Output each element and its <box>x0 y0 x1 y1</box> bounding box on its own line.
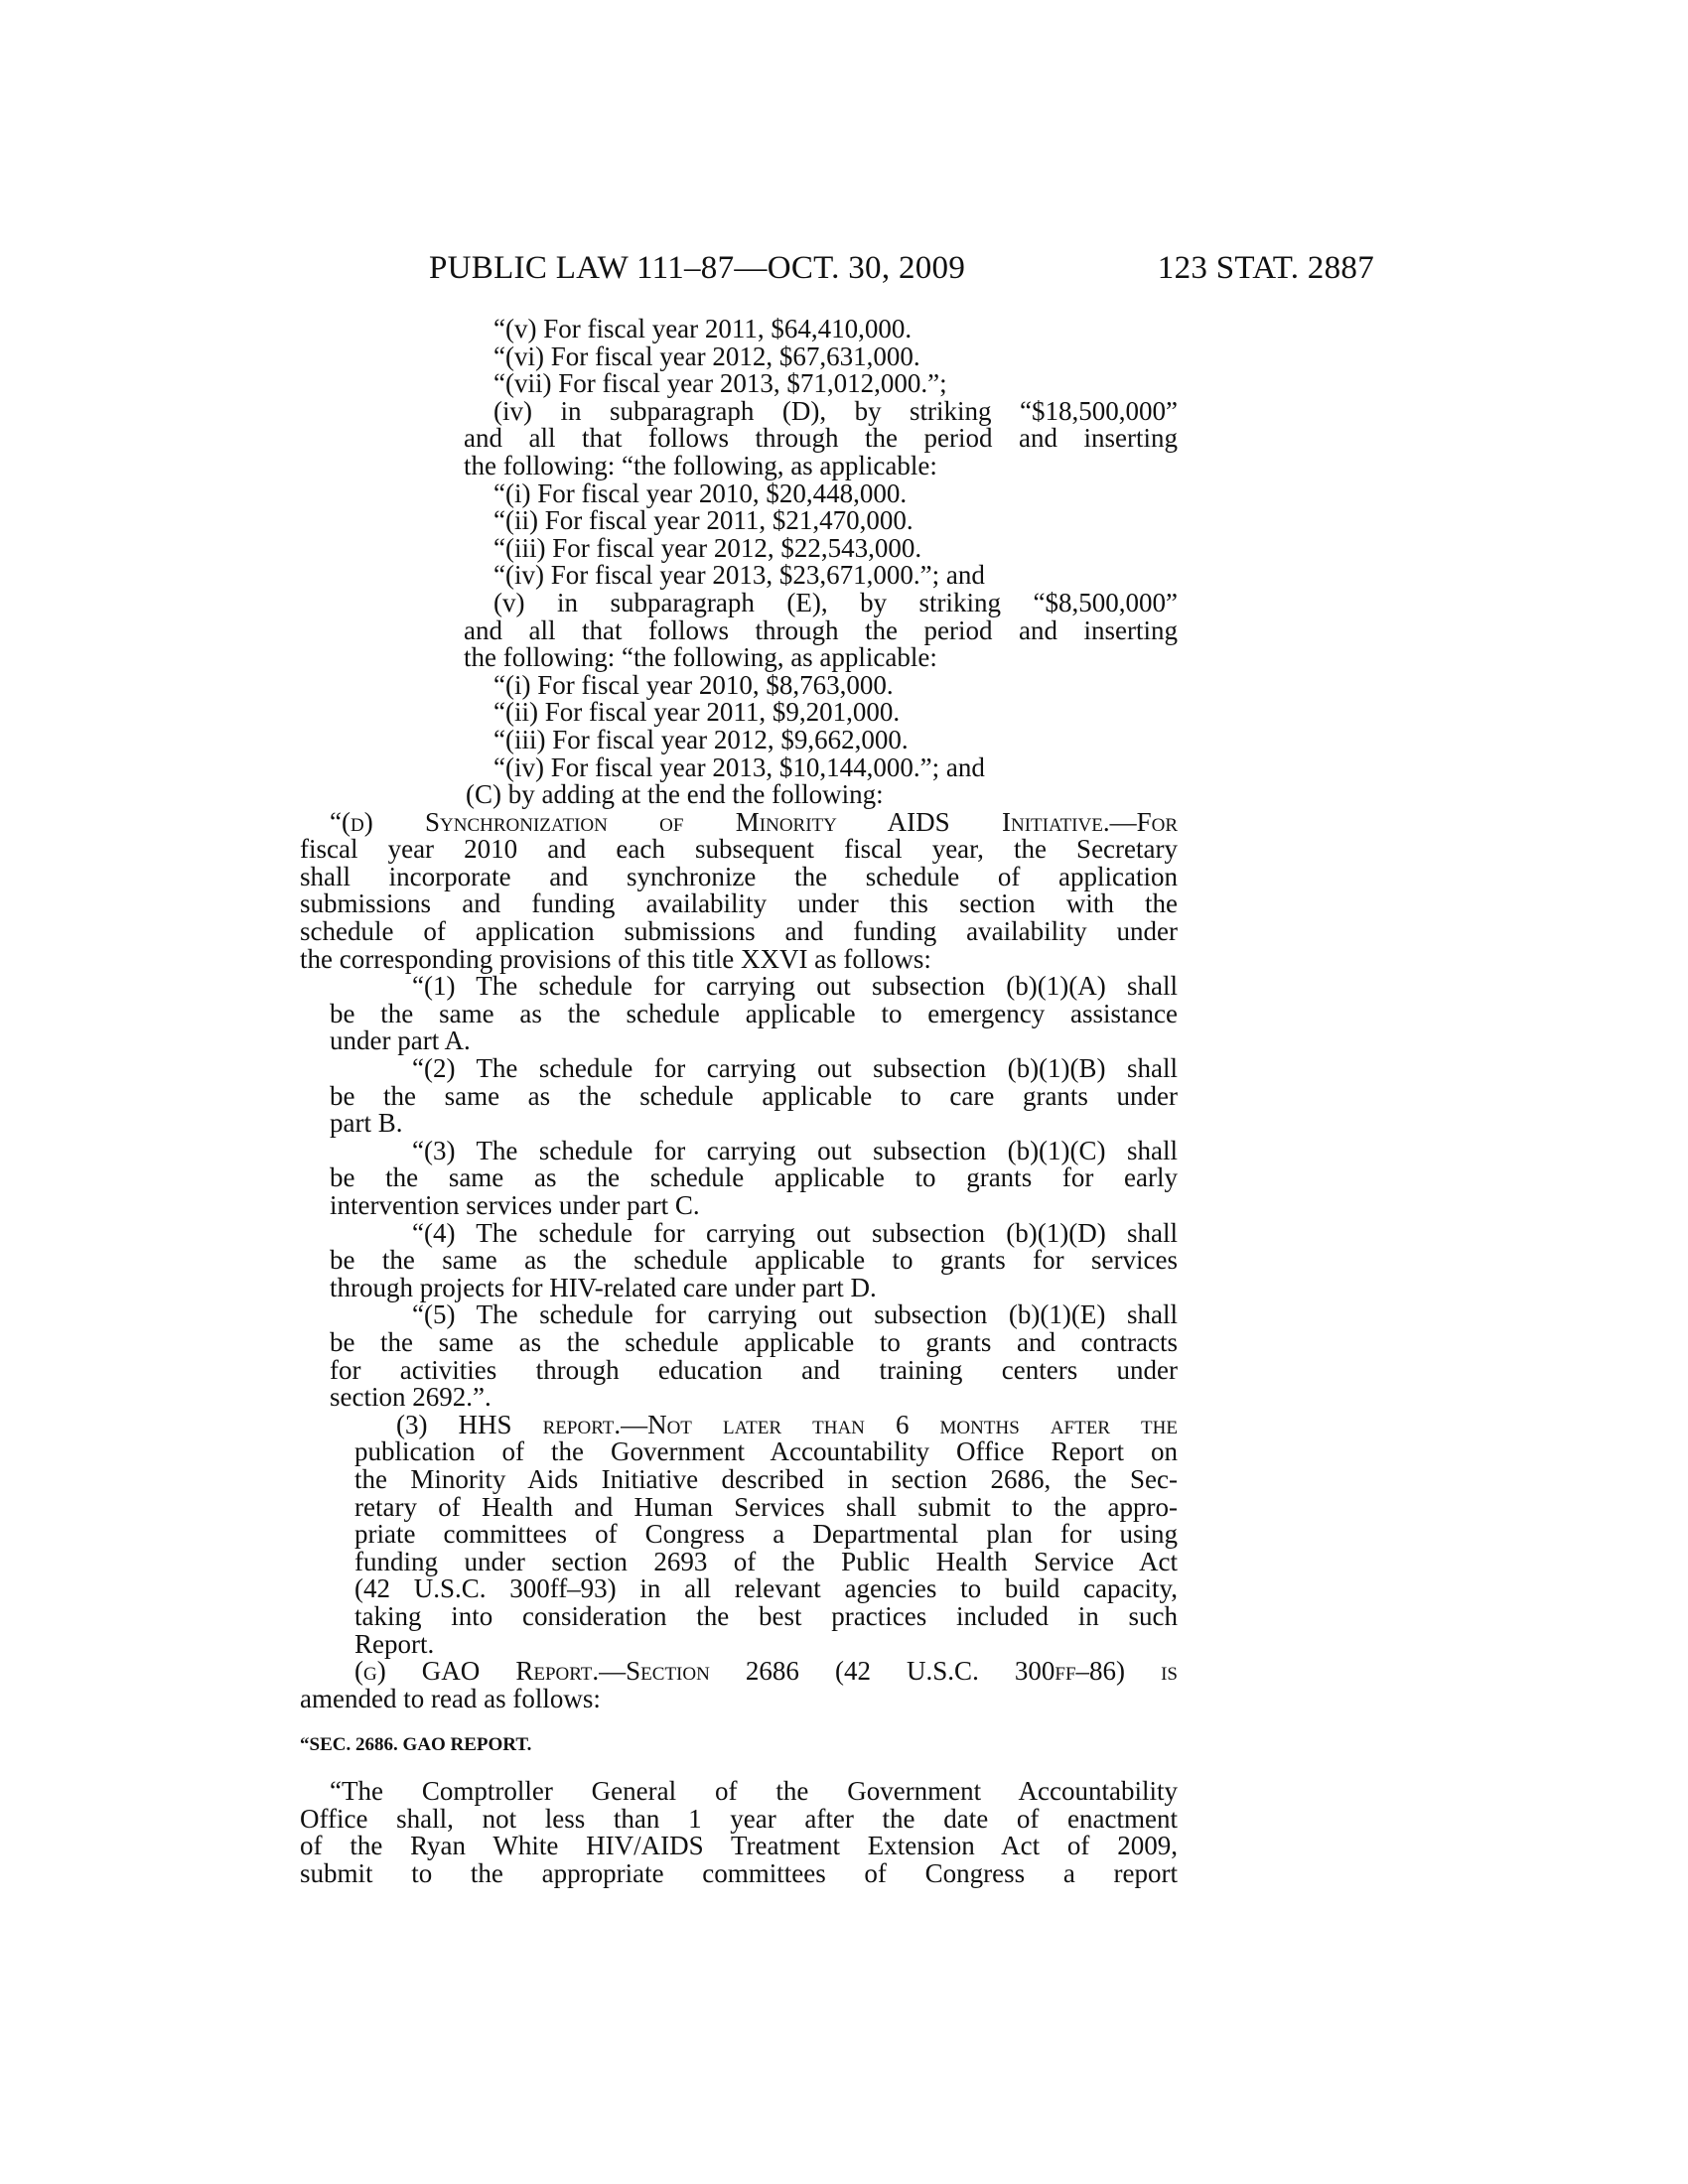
text-line: “(iv) For fiscal year 2013, $23,671,000.”; and <box>493 560 985 591</box>
text-line: amended to read as follows: <box>300 1683 601 1713</box>
text-line: “(v) For fiscal year 2011, $64,410,000. <box>493 314 913 343</box>
text-line: funding under section 2693 of the Public Health Service Act <box>354 1546 1178 1576</box>
text-line: publication of the Government Accountability Office Report on <box>354 1436 1178 1467</box>
text-line: (v) in subparagraph (E), by striking “$8,500,000” <box>493 587 1178 617</box>
text-line: section 2692.”. <box>330 1382 492 1413</box>
text-line: “(iii) For fiscal year 2012, $22,543,000. <box>493 532 922 563</box>
text-line: “(ii) For fiscal year 2011, $21,470,000. <box>493 505 914 536</box>
text-line: (C) by adding at the end the following: <box>466 779 884 810</box>
text-line: under part A. <box>330 1025 471 1056</box>
text-line: “(iii) For fiscal year 2012, $9,662,000. <box>493 724 909 754</box>
text-line: “(vii) For fiscal year 2013, $71,012,000.”; <box>493 368 947 399</box>
page-number: 123 STAT. 2887 <box>1157 250 1374 286</box>
text-line: schedule of application submissions and funding availability under <box>300 916 1178 947</box>
text-line: intervention services under part C. <box>330 1190 700 1220</box>
text-line: submissions and funding availability under this section with the <box>300 888 1178 919</box>
text-line: taking into consideration the best practices included in such <box>354 1600 1178 1631</box>
text-line: and all that follows through the period and inserting <box>464 423 1178 454</box>
text-line: through projects for HIV-related care under part D. <box>330 1272 877 1302</box>
text-line: fiscal year 2010 and each subsequent fiscal year, the Secretary <box>300 834 1178 865</box>
document-body <box>300 316 1178 1888</box>
text-line: be the same as the schedule applicable to care grants under <box>330 1080 1178 1111</box>
page-header <box>300 250 1374 290</box>
text-line: the following: “the following, as applicable: <box>464 450 937 480</box>
text-line: “(ii) For fiscal year 2011, $9,201,000. <box>493 697 901 728</box>
text-line: “(iv) For fiscal year 2013, $10,144,000.”; and <box>493 751 985 782</box>
text-line: be the same as the schedule applicable to grants for early <box>330 1162 1178 1193</box>
text-line: “The Comptroller General of the Government Accountability <box>330 1776 1178 1807</box>
text-line: Office shall, not less than 1 year after the date of enactment <box>300 1803 1178 1834</box>
text-line: part B. <box>330 1108 403 1139</box>
text-line: (3) HHS report.—Not later than 6 months after the <box>396 1409 1178 1439</box>
text-line: be the same as the schedule applicable to grants and contracts <box>330 1326 1178 1357</box>
text-line: retary of Health and Human Services shall submit to the appro- <box>354 1491 1178 1522</box>
text-line: the Minority Aids Initiative described in section 2686, the Sec- <box>354 1463 1178 1494</box>
text-line: and all that follows through the period and inserting <box>464 614 1178 645</box>
text-line: “(4) The schedule for carrying out subsection (b)(1)(D) shall <box>412 1217 1178 1248</box>
text-line: shall incorporate and synchronize the schedule of application <box>300 861 1178 891</box>
text-line: “(1) The schedule for carrying out subsection (b)(1)(A) shall <box>412 971 1178 1002</box>
text-line: “(i) For fiscal year 2010, $20,448,000. <box>493 478 908 508</box>
text-line: submit to the appropriate committees of Congress a report <box>300 1858 1178 1889</box>
text-line: of the Ryan White HIV/AIDS Treatment Extension Act of 2009, <box>300 1831 1178 1861</box>
text-line: Report. <box>354 1628 435 1659</box>
text-line: “(i) For fiscal year 2010, $8,763,000. <box>493 669 894 700</box>
text-line: be the same as the schedule applicable to emergency assistance <box>330 998 1178 1028</box>
text-line: the corresponding provisions of this title XXVI as follows: <box>300 943 931 974</box>
text-line: the following: “the following, as applicable: <box>464 642 937 673</box>
text-line: be the same as the schedule applicable to grants for services <box>330 1245 1178 1276</box>
text-line: (42 U.S.C. 300ff–93) in all relevant agencies to build capacity, <box>354 1573 1178 1604</box>
text-line: “(vi) For fiscal year 2012, $67,631,000. <box>493 341 920 371</box>
running-head: PUBLIC LAW 111–87—OCT. 30, 2009 <box>429 250 966 286</box>
text-line: “(2) The schedule for carrying out subsection (b)(1)(B) shall <box>412 1053 1178 1084</box>
text-line: (g) GAO Report.—Section 2686 (42 U.S.C. 300ff–86) is <box>354 1656 1178 1687</box>
text-line: “(3) The schedule for carrying out subsection (b)(1)(C) shall <box>412 1135 1178 1165</box>
section-heading: “SEC. 2686. GAO REPORT. <box>300 1734 532 1756</box>
text-line: priate committees of Congress a Departmental plan for using <box>354 1519 1178 1550</box>
text-line: “(5) The schedule for carrying out subsection (b)(1)(E) shall <box>412 1299 1178 1330</box>
text-line: (iv) in subparagraph (D), by striking “$18,500,000” <box>493 395 1178 426</box>
text-line: “(d) Synchronization of Minority AIDS Initiative.—For <box>330 806 1178 837</box>
text-line: for activities through education and training centers under <box>330 1354 1178 1385</box>
